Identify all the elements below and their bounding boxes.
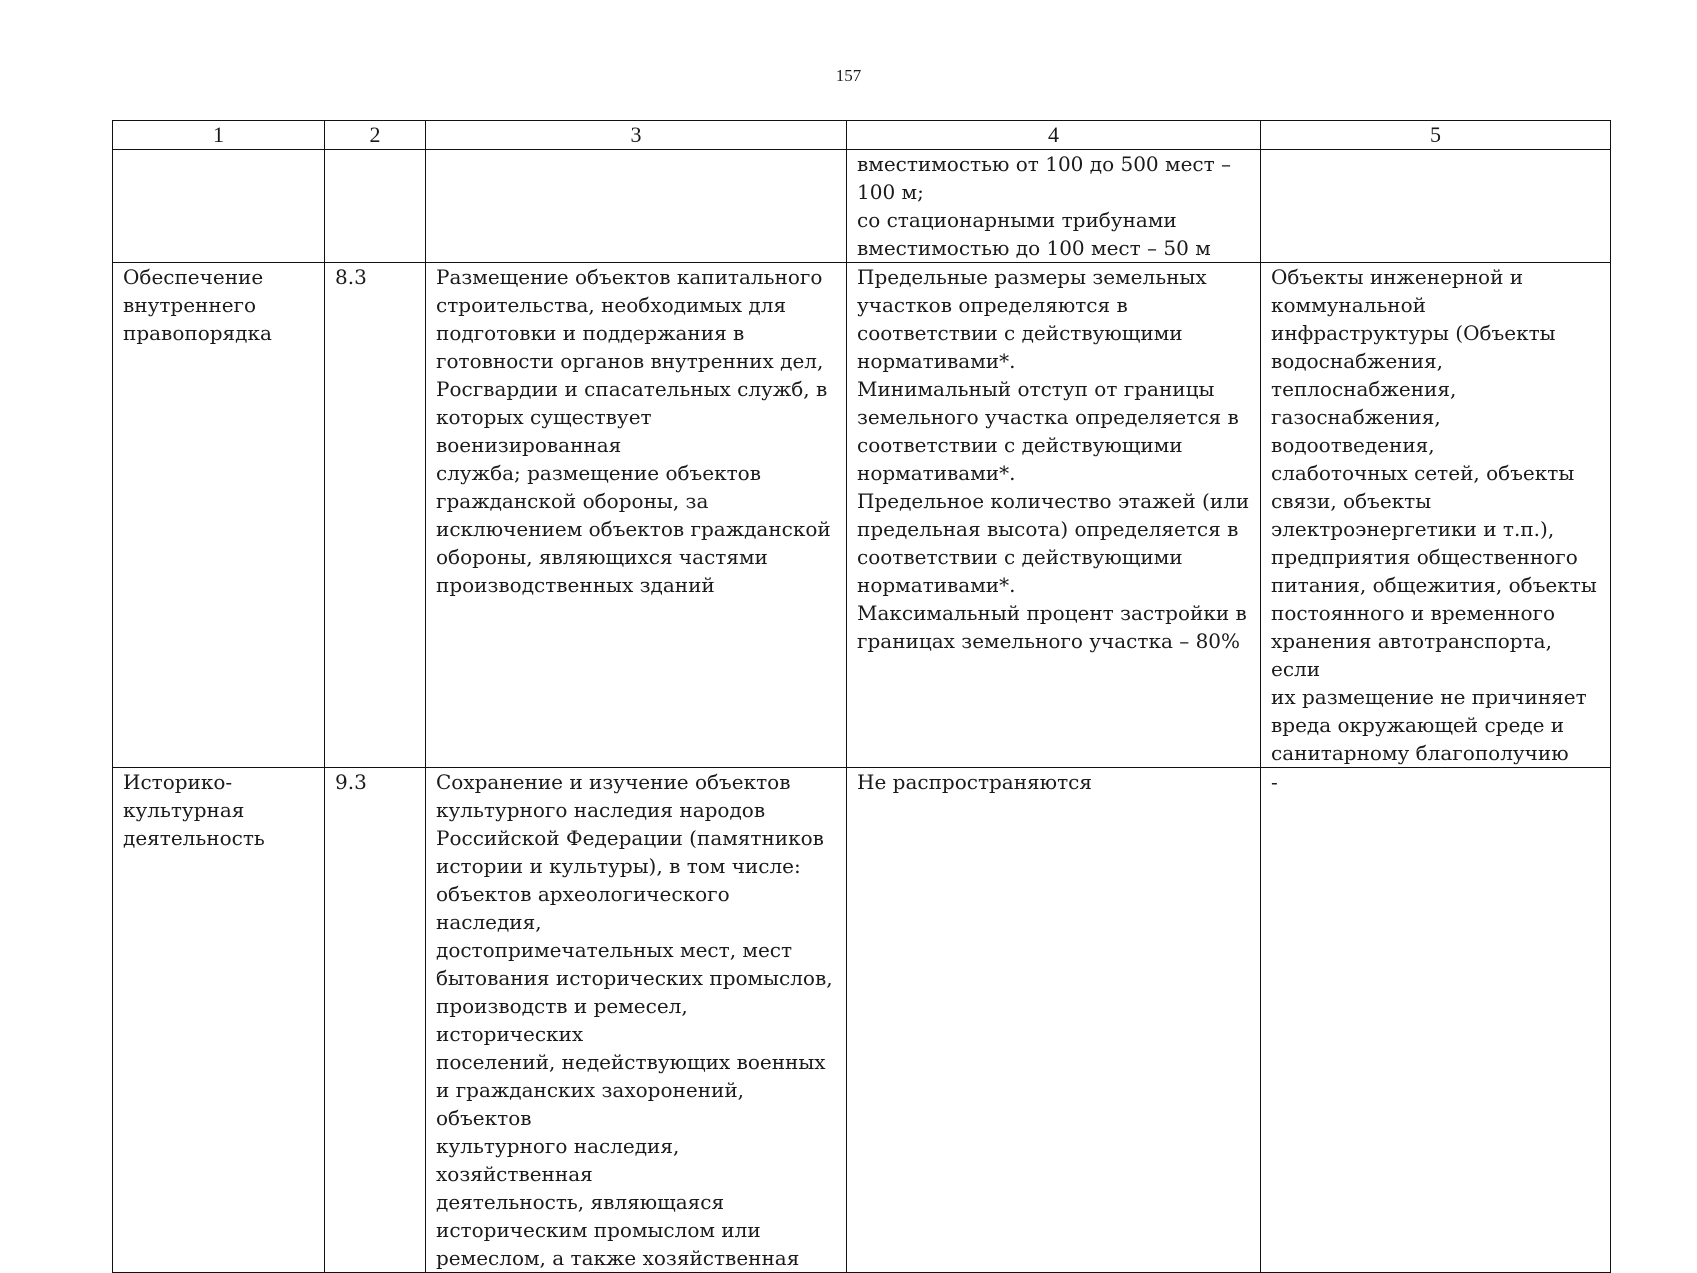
table-row: [113, 263, 1611, 768]
parameters-cell: [847, 150, 1261, 263]
use-name: Обеспечение внутреннего правопорядка: [123, 265, 272, 345]
column-header-1: 1: [113, 121, 325, 150]
auxiliary-uses-cell: [1261, 150, 1611, 263]
column-header-5: 5: [1261, 121, 1611, 150]
zoning-table: [112, 120, 1611, 1273]
header-row: [113, 121, 1611, 150]
use-code: 8.3: [335, 265, 367, 289]
auxiliary-uses-text: Объекты инженерной и коммунальной инфраструктуры (Объекты водоснабжения, теплоснабжения, газоснабжения, водоотведения, слаботочных сетей, объекты связи, объекты электроэнергетики и т.п.), предприятия общественного питания, общежития, объекты постоянного и временного хранения автотранспорта, если их размещение не причиняет вреда окружающей среде и санитарному благополучию: [1271, 265, 1597, 765]
table-row: [113, 768, 1611, 1273]
use-description-cell: [426, 263, 847, 768]
use-description: Сохранение и изучение объектов культурного наследия народов Российской Федерации (памятников истории и культуры), в том числе: объектов археологического наследия, достопримечательных мест, мест бытования исторических промыслов, производств и ремесел, исторических поселений, недействующих военных и гражданских захоронений, объектов культурного наследия, хозяйственная деятельность, являющаяся историческим промыслом или ремеслом, а также хозяйственная: [436, 770, 833, 1270]
column-header-4: 4: [847, 121, 1261, 150]
use-name-cell: [113, 263, 325, 768]
use-description: Размещение объектов капитального строительства, необходимых для подготовки и поддержания в готовности органов внутренних дел, Росгвардии и спасательных служб, в которых существует военизированная служба; размещение объектов гражданской обороны, за исключением объектов гражданской обороны, являющихся частями производственных зданий: [436, 265, 831, 597]
use-name-cell: [113, 768, 325, 1273]
auxiliary-uses-cell: [1261, 768, 1611, 1273]
use-code-cell: [325, 150, 426, 263]
auxiliary-uses-text: -: [1271, 770, 1278, 794]
parameters-cell: [847, 263, 1261, 768]
column-header-2: 2: [325, 121, 426, 150]
parameters-text: Предельные размеры земельных участков определяются в соответствии с действующими нормативами*. Минимальный отступ от границы земельного участка определяется в соответствии с действующими нормативами*. Предельное количество этажей (или предельная высота) определяется в соответствии с действующими нормативами*. Максимальный процент застройки в границах земельного участка – 80%: [857, 265, 1250, 653]
use-name: Историко- культурная деятельность: [123, 770, 265, 850]
page-number: 157: [835, 66, 862, 85]
auxiliary-uses-cell: [1261, 263, 1611, 768]
use-name-cell: [113, 150, 325, 263]
parameters-text: Не распространяются: [857, 770, 1092, 794]
use-description-cell: [426, 768, 847, 1273]
column-header-3: 3: [426, 121, 847, 150]
use-description-cell: [426, 150, 847, 263]
table-row: [113, 150, 1611, 263]
use-code-cell: [325, 263, 426, 768]
parameters-cell: [847, 768, 1261, 1273]
use-code-cell: [325, 768, 426, 1273]
use-code: 9.3: [335, 770, 367, 794]
parameters-text: вместимостью от 100 до 500 мест – 100 м; со стационарными трибунами вместимостью до 100 мест – 50 м: [857, 152, 1232, 260]
